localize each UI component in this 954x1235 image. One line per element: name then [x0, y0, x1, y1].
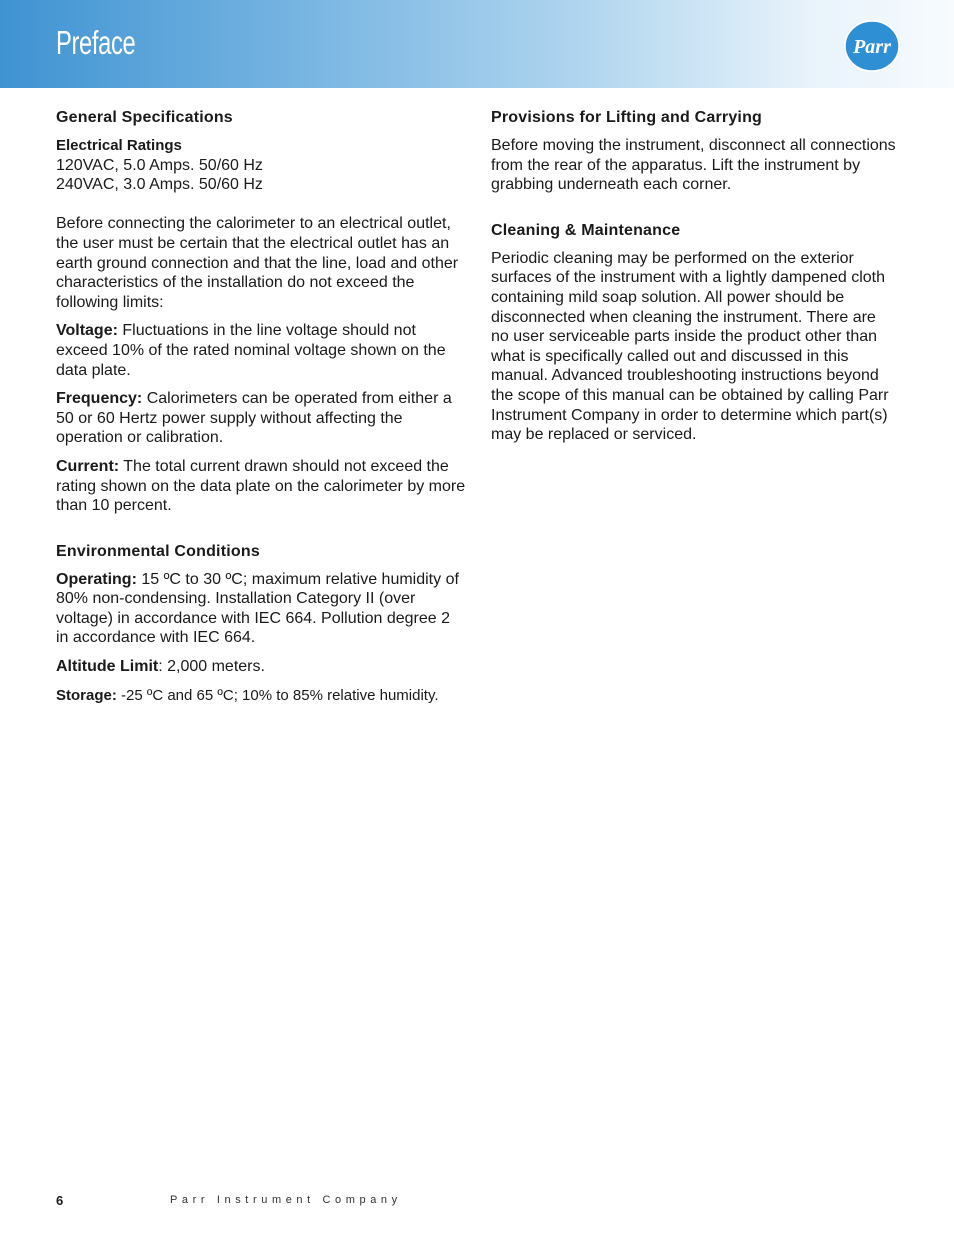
cleaning-paragraph: Periodic cleaning may be performed on the exterior surfaces of the instrument with a lightly dampened cloth containing mild soap solution. All power should be disconnected when cleaning the instrument. There are no user serviceable parts inside the product other than what is specifically called out and discussed in this manual. Advanced troubleshooting instructions beyond the scope of this manual can be obtained by calling Parr Instrument Company in order to determine which part(s) may be replaced or serviced. — [491, 249, 889, 444]
altitude-label: Altitude Limit — [56, 658, 159, 676]
rating-240vac: 240VAC, 3.0 Amps. 50/60 Hz — [56, 176, 263, 194]
altitude-paragraph — [56, 657, 466, 677]
altitude-text: : 2,000 meters. — [158, 658, 265, 676]
general-specifications-heading: General Specifications — [56, 109, 233, 126]
current-text: The total current drawn should not exceed the rating shown on the data plate on the calorimeter by more than 10 percent. — [56, 457, 466, 515]
frequency-paragraph — [56, 389, 466, 448]
environmental-conditions-heading: Environmental Conditions — [56, 542, 260, 560]
storage-paragraph — [56, 686, 466, 706]
rating-120vac: 120VAC, 5.0 Amps. 50/60 Hz — [56, 156, 263, 174]
page-number: 6 — [56, 1193, 64, 1208]
voltage-label: Voltage: — [56, 322, 118, 340]
cleaning-heading: Cleaning & Maintenance — [491, 221, 681, 239]
parr-logo — [843, 20, 901, 72]
operating-text: 15 ºC to 30 ºC; maximum relative humidity of 80% non-condensing. Installation Category II (over voltage) in accordance with IEC 664. Pollution degree 2 in accordance with IEC 664. — [56, 570, 459, 647]
operating-paragraph — [56, 570, 466, 648]
lifting-heading: Provisions for Lifting and Carrying — [491, 109, 763, 126]
page-header — [0, 0, 954, 88]
voltage-text: Fluctuations in the line voltage should not exceed 10% of the rated nominal voltage shown on the data plate. — [56, 322, 446, 379]
frequency-label: Frequency: — [56, 390, 143, 408]
storage-label: Storage: — [56, 686, 117, 704]
current-label: Current: — [56, 457, 120, 475]
page-title: Preface — [56, 24, 136, 61]
intro-paragraph: Before connecting the calorimeter to an electrical outlet, the user must be certain that the electrical outlet has an earth ground connection and that the line, load and other characteristics of the installation do not exceed the following limits: — [56, 215, 459, 311]
frequency-text: Calorimeters can be operated from either a 50 or 60 Hertz power supply without affecting the operation or calibration. — [56, 390, 452, 447]
operating-label: Operating: — [56, 570, 137, 588]
voltage-paragraph — [56, 321, 466, 380]
current-paragraph — [56, 457, 466, 516]
electrical-ratings-heading: Electrical Ratings — [56, 137, 182, 154]
lifting-paragraph: Before moving the instrument, disconnect all connections from the rear of the apparatus. Lift the instrument by grabbing underneath each corner. — [491, 137, 896, 194]
storage-text: -25 ºC and 65 ºC; 10% to 85% relative humidity. — [116, 686, 439, 704]
footer-company: Parr Instrument Company — [170, 1194, 402, 1206]
svg-text:Parr: Parr — [853, 36, 891, 58]
left-column — [56, 108, 466, 714]
right-column — [491, 108, 896, 454]
